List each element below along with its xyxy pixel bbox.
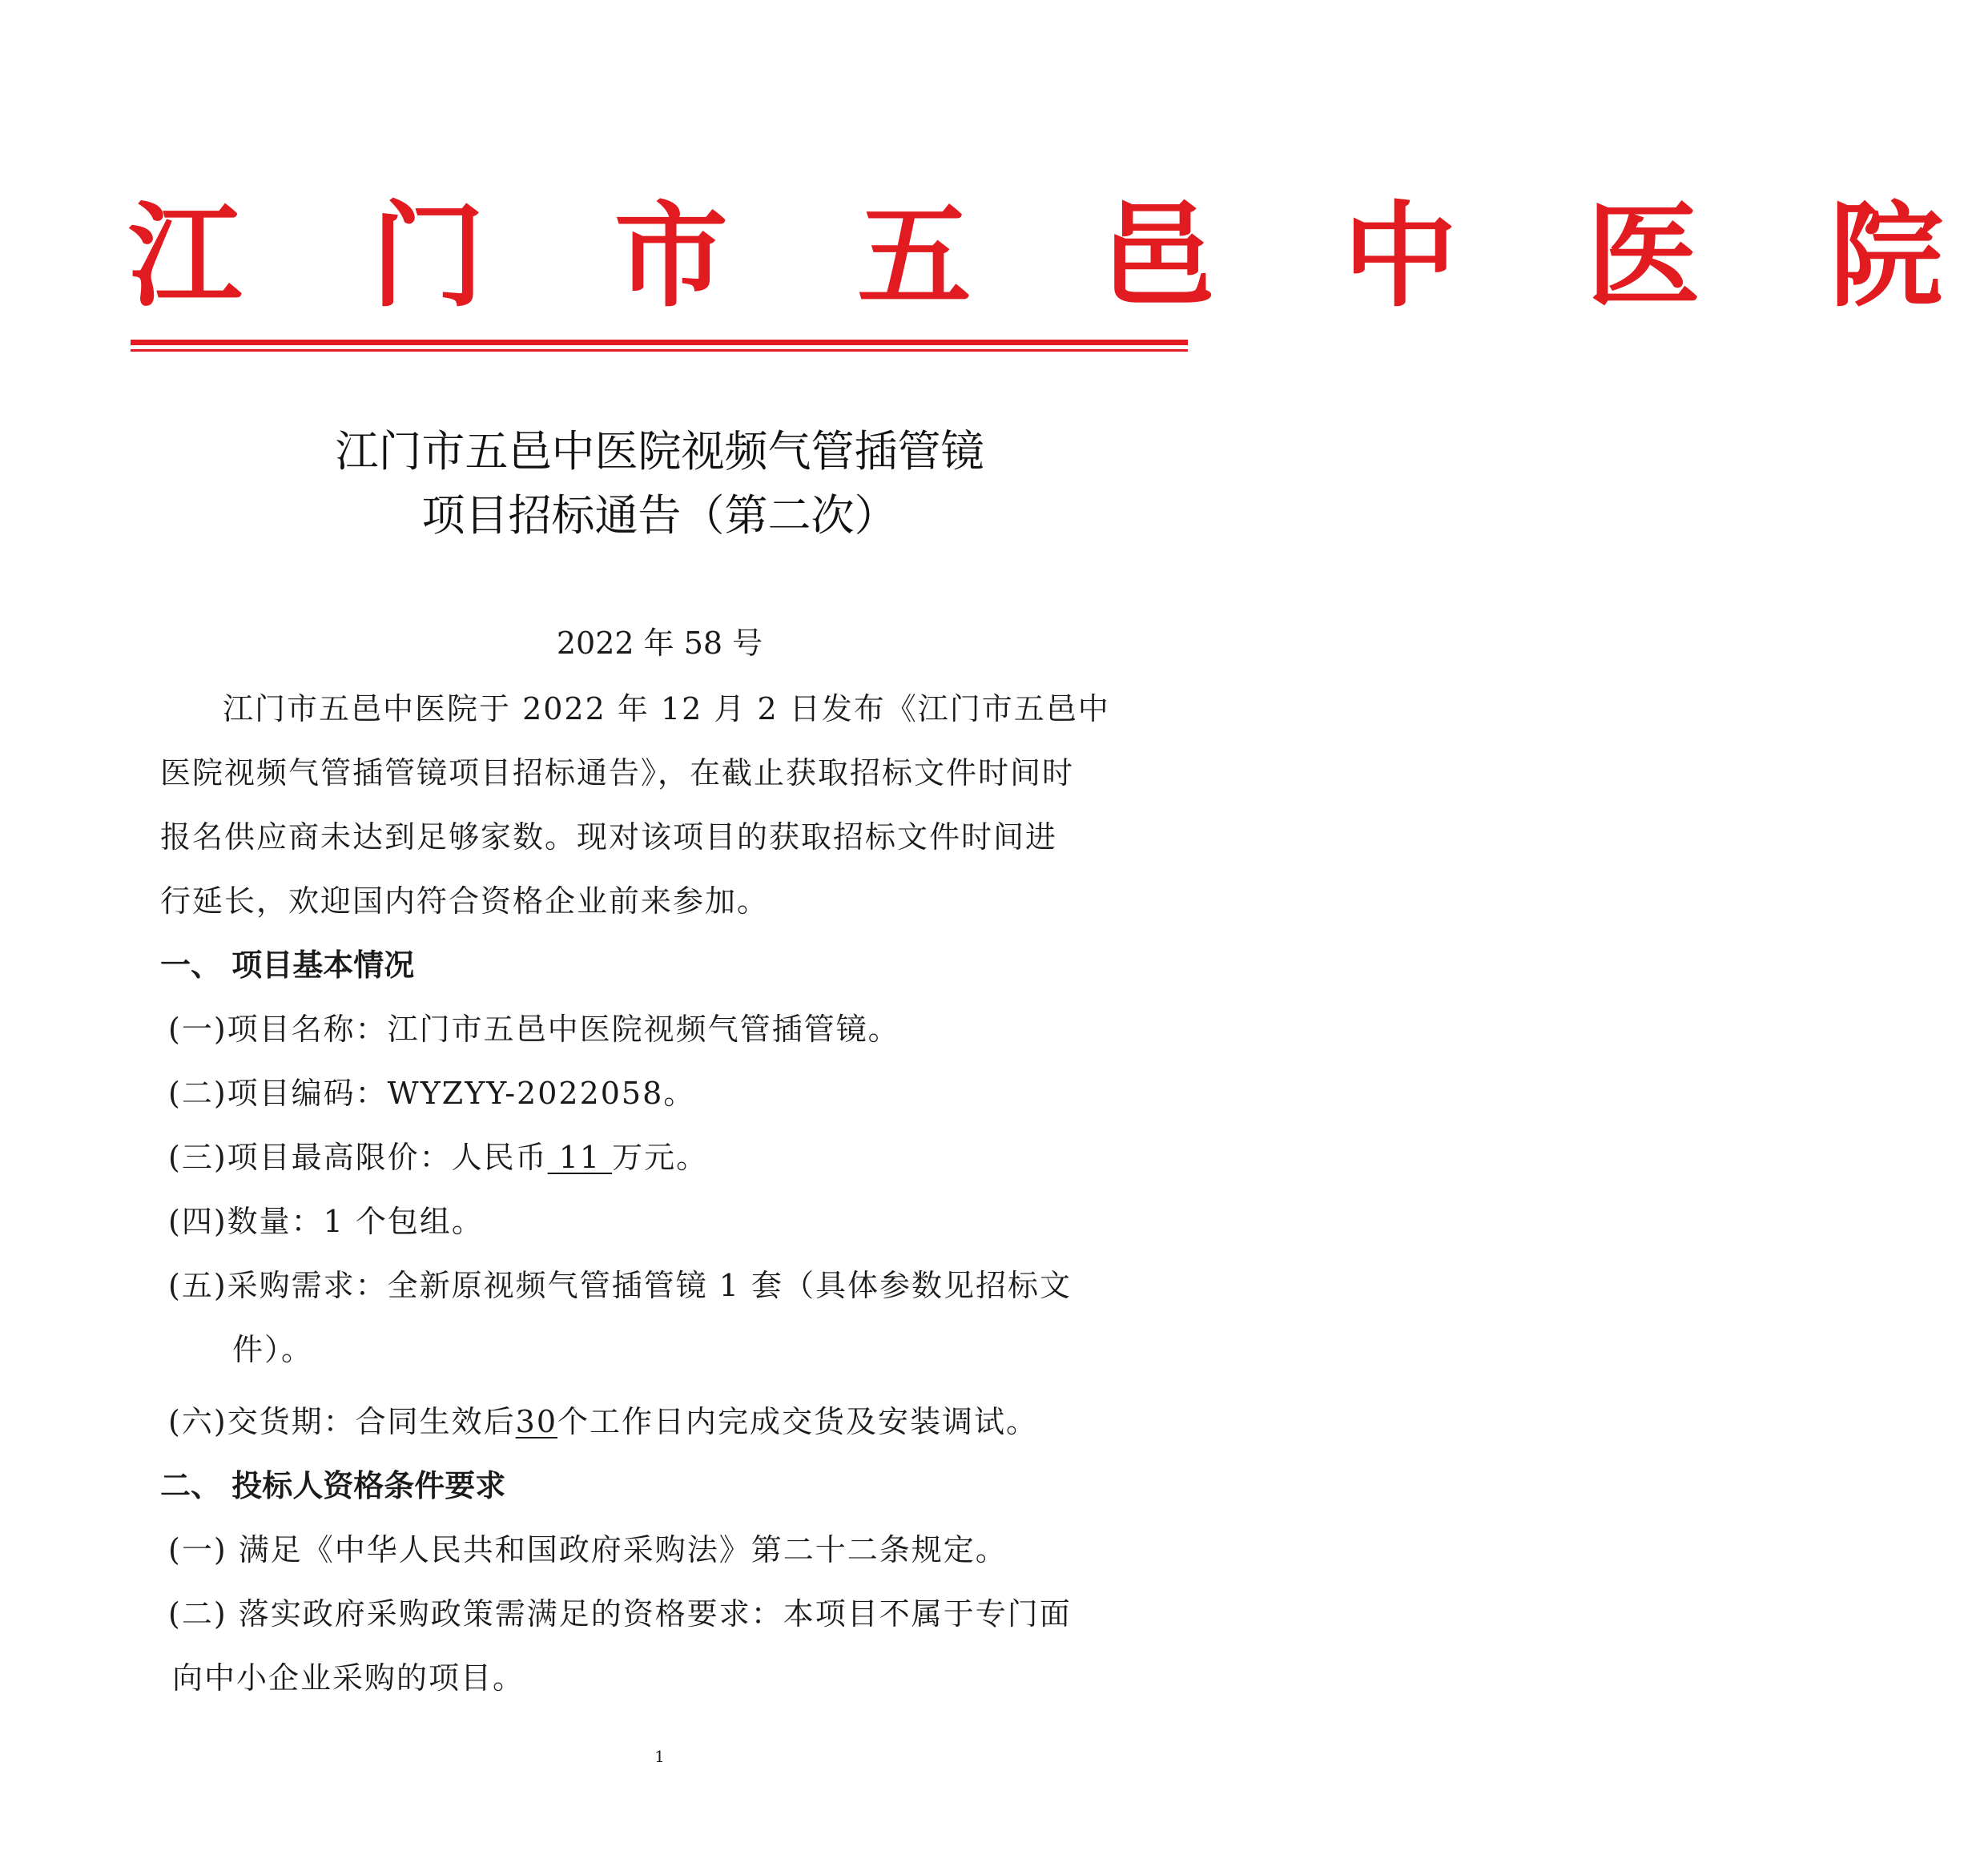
- delivery-prefix: (六)交货期：合同生效后: [168, 1404, 516, 1439]
- price-suffix: 万元。: [612, 1140, 709, 1175]
- intro-line-3: 报名供应商未达到足够家数。现对该项目的获取招标文件时间进: [160, 819, 1058, 855]
- document-number: 2022 年 58 号: [556, 626, 763, 661]
- section1-item-code: (二)项目编码：WYZYY-2022058。: [168, 1076, 696, 1111]
- section2-item-2-line1: (二) 落实政府采购政策需满足的资格要求：本项目不属于专门面: [168, 1596, 1072, 1632]
- delivery-days: 30: [515, 1404, 558, 1439]
- letterhead-red-rule-thick: [131, 340, 1188, 345]
- section1-item-requirement-line2: 件）。: [232, 1332, 314, 1367]
- notice-title-line1: 江门市五邑中医院视频气管插管镜: [335, 426, 984, 477]
- intro-line-4: 行延长，欢迎国内符合资格企业前来参加。: [160, 883, 770, 919]
- section1-item-name: (一)项目名称：江门市五邑中医院视频气管插管镜。: [168, 1012, 900, 1047]
- intro-line-1: 江门市五邑中医院于 2022 年 12 月 2 日发布《江门市五邑中: [223, 691, 1110, 726]
- price-amount: 11: [547, 1140, 613, 1175]
- letterhead-red-rule-thin: [131, 349, 1188, 352]
- section1-item-quantity: (四)数量：1 个包组。: [168, 1204, 484, 1239]
- section1-heading: 一、 项目基本情况: [160, 948, 415, 983]
- section2-item-1: (一) 满足《中华人民共和国政府采购法》第二十二条规定。: [168, 1532, 1008, 1567]
- section2-heading: 二、 投标人资格条件要求: [160, 1468, 506, 1503]
- section1-item-delivery: [168, 1402, 1038, 1442]
- notice-title-line2: 项目招标通告（第二次）: [421, 490, 898, 541]
- page-number: 1: [654, 1747, 665, 1766]
- section2-item-2-line2: 向中小企业采购的项目。: [172, 1660, 525, 1696]
- delivery-suffix: 个工作日内完成交货及安装调试。: [557, 1404, 1039, 1439]
- letterhead-org-name: 江 门 市 五 邑 中 医 院: [128, 190, 1988, 323]
- section1-item-requirement-line1: (五)采购需求：全新原视频气管插管镜 1 套（具体参数见招标文: [168, 1268, 1072, 1303]
- section1-item-price: [168, 1137, 708, 1177]
- intro-line-2: 医院视频气管插管镜项目招标通告》，在截止获取招标文件时间时: [160, 755, 1075, 791]
- price-prefix: (三)项目最高限价：人民币: [168, 1140, 548, 1175]
